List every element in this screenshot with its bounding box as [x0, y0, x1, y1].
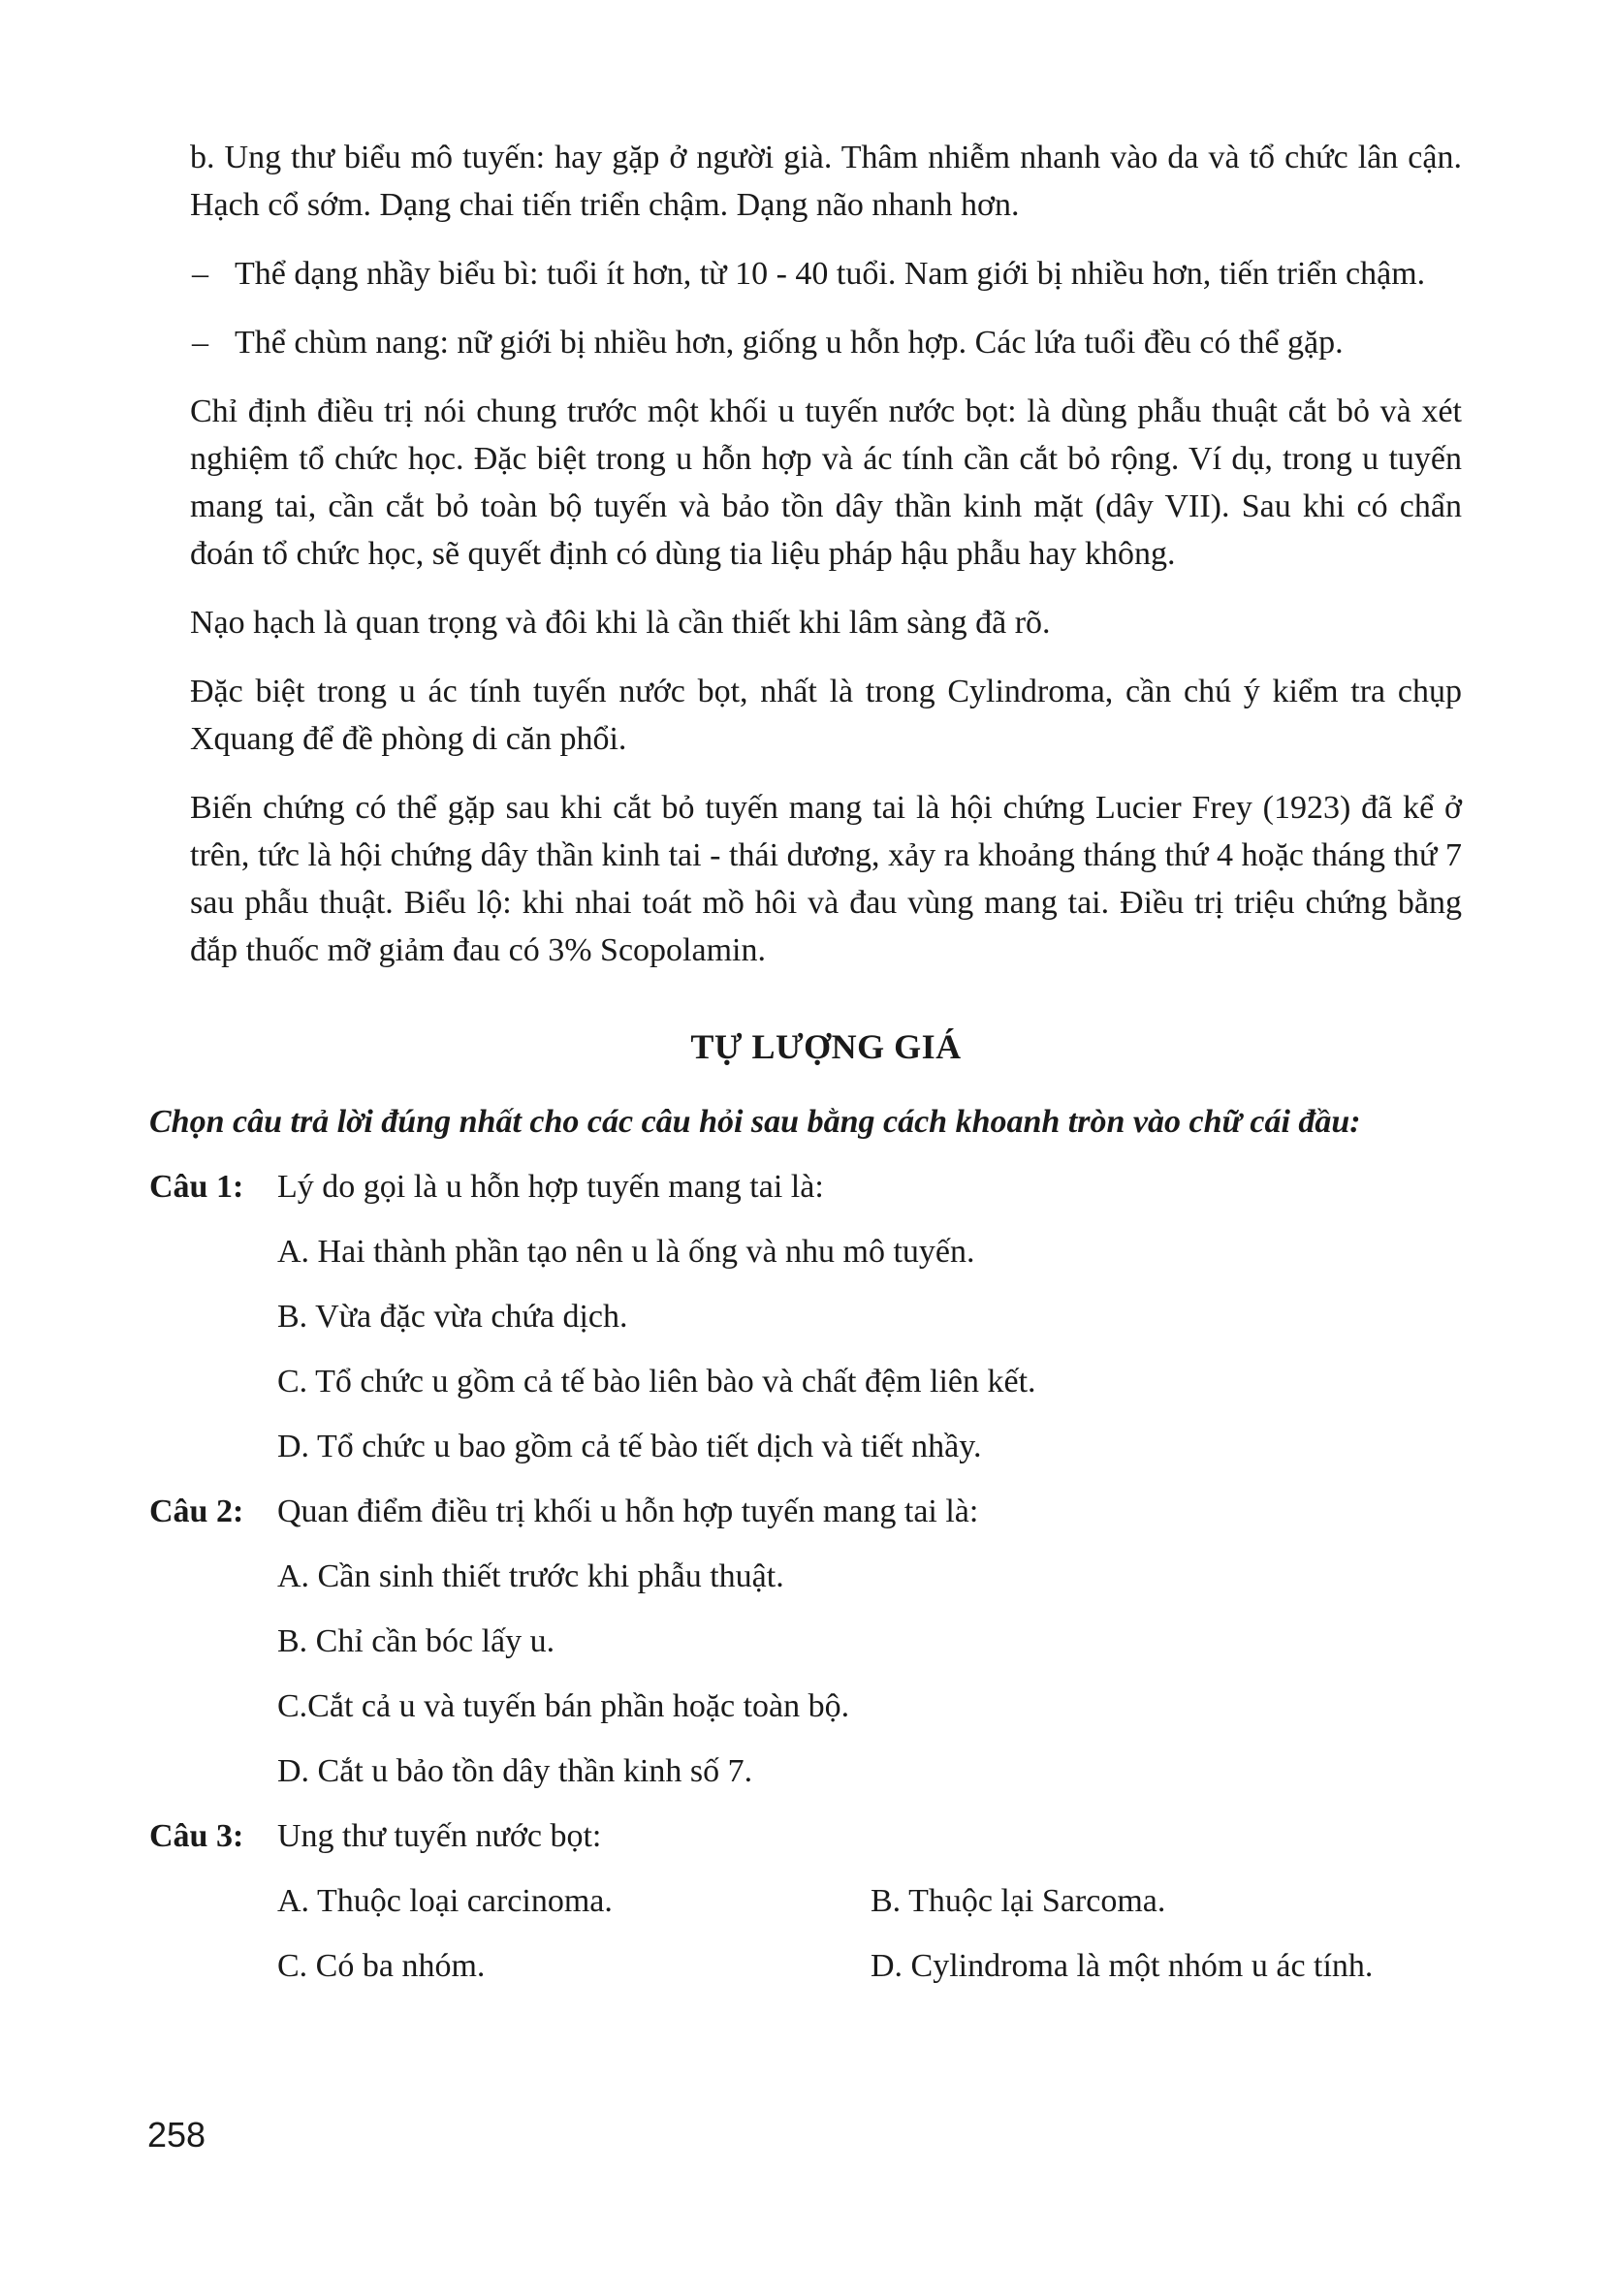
- question-3: [149, 1812, 1462, 1990]
- option-a[interactable]: A. Thuộc loại carcinoma.: [277, 1883, 613, 1919]
- option-d[interactable]: D. Cylindroma là một nhóm u ác tính.: [871, 1948, 1374, 1984]
- question-label: Câu 3:: [149, 1818, 244, 1854]
- bullet-text: Thể dạng nhầy biểu bì: tuổi ít hơn, từ 10 - 40 tuổi. Nam giới bị nhiều hơn, tiến triển chậm.: [235, 256, 1426, 292]
- question-text: Quan điểm điều trị khối u hỗn hợp tuyến mang tai là:: [277, 1494, 979, 1529]
- page-number: 258: [147, 2115, 206, 2154]
- option-a[interactable]: A. Hai thành phần tạo nên u là ống và nhu mô tuyến.: [277, 1234, 975, 1270]
- option-b[interactable]: B. Thuộc lại Sarcoma.: [871, 1883, 1166, 1919]
- quiz-instruction: Chọn câu trả lời đúng nhất cho các câu hỏi sau bằng cách khoanh tròn vào chữ cái đầu:: [149, 1104, 1361, 1140]
- paragraph-cylindroma: Đặc biệt trong u ác tính tuyến nước bọt, nhất là trong Cylindroma, cần chú ý kiểm tra chụp Xquang để đề phòng di căn phổi.: [190, 674, 1462, 757]
- question-header: [149, 1488, 1462, 1535]
- question-text: Ung thư tuyến nước bọt:: [277, 1818, 602, 1854]
- bullet-dash: –: [192, 256, 208, 292]
- option-c[interactable]: C.Cắt cả u và tuyến bán phần hoặc toàn bộ.: [277, 1688, 850, 1724]
- bullet-list: [190, 250, 1462, 366]
- section-title: TỰ LƯỢNG GIÁ: [690, 1027, 962, 1066]
- paragraph-complication: Biến chứng có thể gặp sau khi cắt bỏ tuyến mang tai là hội chứng Lucier Frey (1923) đã kể ở trên, tức là hội chứng dây thần kinh tai - thái dương, xảy ra khoảng tháng thứ 4 hoặc tháng thứ 7 sau phẫu thuật. Biểu lộ: khi nhai toát mồ hôi và đau vùng mang tai. Điều trị triệu chứng bằng đắp thuốc mỡ giảm đau có 3% Scopolamin.: [190, 790, 1462, 968]
- question-header: [149, 1812, 1462, 1860]
- option-list: [277, 1228, 1462, 1470]
- option-d[interactable]: D. Cắt u bảo tồn dây thần kinh số 7.: [277, 1753, 753, 1789]
- option-c[interactable]: C. Có ba nhóm.: [277, 1948, 486, 1984]
- option-d[interactable]: D. Tổ chức u bao gồm cả tế bào tiết dịch và tiết nhầy.: [277, 1429, 982, 1464]
- option-c[interactable]: C. Tổ chức u gồm cả tế bào liên bào và chất đệm liên kết.: [277, 1364, 1036, 1400]
- question-text: Lý do gọi là u hỗn hợp tuyến mang tai là:: [277, 1169, 824, 1205]
- option-b[interactable]: B. Chỉ cần bóc lấy u.: [277, 1623, 555, 1659]
- bullet-text: Thể chùm nang: nữ giới bị nhiều hơn, giống u hỗn hợp. Các lứa tuổi đều có thể gặp.: [235, 325, 1344, 361]
- paragraph-lymph: Nạo hạch là quan trọng và đôi khi là cần thiết khi lâm sàng đã rõ.: [190, 605, 1051, 641]
- bullet-item: [190, 250, 1462, 298]
- page-content: [149, 134, 1462, 2007]
- bullet-dash: –: [192, 325, 208, 361]
- option-b[interactable]: B. Vừa đặc vừa chứa dịch.: [277, 1299, 628, 1335]
- question-header: [149, 1163, 1462, 1211]
- question-label: Câu 2:: [149, 1494, 244, 1529]
- option-list: [277, 1553, 1462, 1795]
- bullet-item: [190, 319, 1462, 366]
- question-1: [149, 1163, 1462, 1470]
- paragraph-adenocarcinoma: b. Ung thư biểu mô tuyến: hay gặp ở người già. Thâm nhiễm nhanh vào da và tổ chức lân cận. Hạch cổ sớm. Dạng chai tiến triển chậm. Dạng não nhanh hơn.: [190, 140, 1462, 223]
- paragraph-treatment: Chỉ định điều trị nói chung trước một khối u tuyến nước bọt: là dùng phẫu thuật cắt bỏ và xét nghiệm tổ chức học. Đặc biệt trong u hỗn hợp và ác tính cần cắt bỏ rộng. Ví dụ, trong u tuyến mang tai, cần cắt bỏ toàn bộ tuyến và bảo tồn dây thần kinh mặt (dây VII). Sau khi có chẩn đoán tổ chức học, sẽ quyết định có dùng tia liệu pháp hậu phẫu hay không.: [190, 393, 1462, 572]
- question-2: [149, 1488, 1462, 1795]
- option-a[interactable]: A. Cần sinh thiết trước khi phẫu thuật.: [277, 1558, 784, 1594]
- option-grid: [277, 1877, 1462, 1990]
- question-label: Câu 1:: [149, 1169, 244, 1205]
